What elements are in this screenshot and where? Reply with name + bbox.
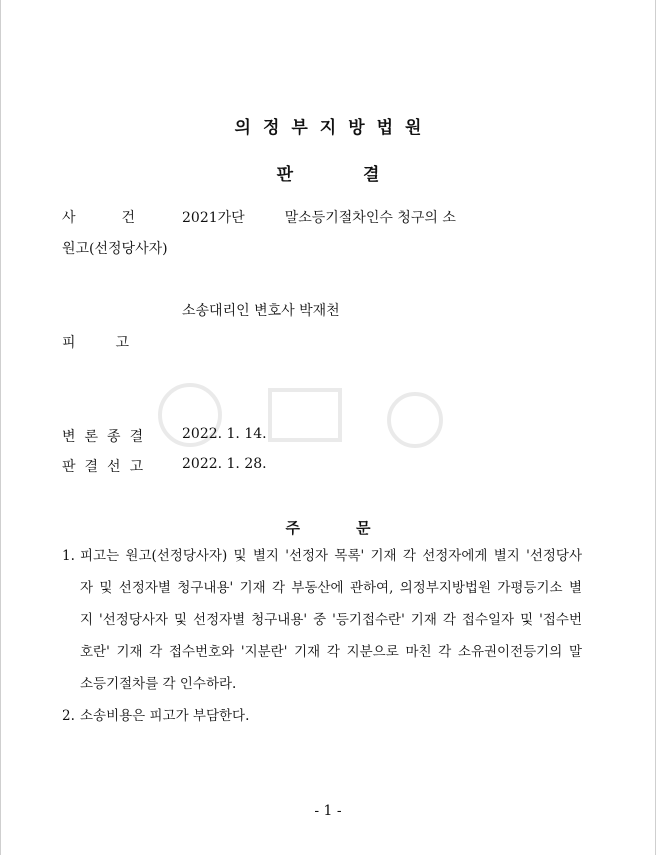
document-type-char: 결 [363,165,380,185]
order-item-text [80,700,582,732]
order-text-line: 지 '선정당사자 및 선정자별 청구내용' 중 '등기접수란' 기재 각 접수일자 및 '접수번 [80,612,582,628]
order-text-line: 피고는 원고(선정당사자) 및 별지 '선정자 목록' 기재 각 선정자에게 별지 '선정당사 [80,548,582,564]
order-item [62,700,582,732]
order-text-line: 소송비용은 피고가 부담한다. [80,708,250,724]
hearing-end-date: 2022. 1. 14. [182,426,267,442]
order-title-char: 문 [356,519,371,537]
order-section-title [0,517,656,538]
order-item-number: 1. [62,548,75,564]
case-number: 2021가단 [182,210,245,226]
case-label: 사건 [62,210,182,226]
judgment-label: 판결선고 [62,459,153,475]
page-number: - 1 - [314,803,342,819]
defendant-label: 피고 [62,335,170,351]
case-info [182,207,456,227]
watermark-graphic [150,360,480,460]
plaintiff-label: 원고(선정당사자) [62,241,168,257]
order-item-text [80,540,582,700]
document-type-char: 판 [276,165,293,185]
document-type-title [0,160,656,185]
court-name: 의정부지방법원 [234,118,434,138]
order-title-char: 주 [285,519,300,537]
order-text-line: 소등기절차를 각 인수하라. [80,676,237,692]
order-text-line: 호란' 기재 각 접수번호와 '지분란' 기재 각 지분으로 마친 각 소유권이전등기의 말 [80,644,582,660]
order-item-number: 2. [62,708,75,724]
case-title: 말소등기절차인수 청구의 소 [284,210,456,226]
order-text-line: 자 및 선정자별 청구내용' 기재 각 부동산에 관하여, 의정부지방법원 가평등기소 별 [80,580,582,596]
order-item [62,540,582,700]
counsel-info: 소송대리인 변호사 박재천 [182,303,340,319]
hearing-end-label: 변론종결 [62,429,153,445]
judgment-date: 2022. 1. 28. [182,456,267,472]
redaction-box [245,211,285,225]
